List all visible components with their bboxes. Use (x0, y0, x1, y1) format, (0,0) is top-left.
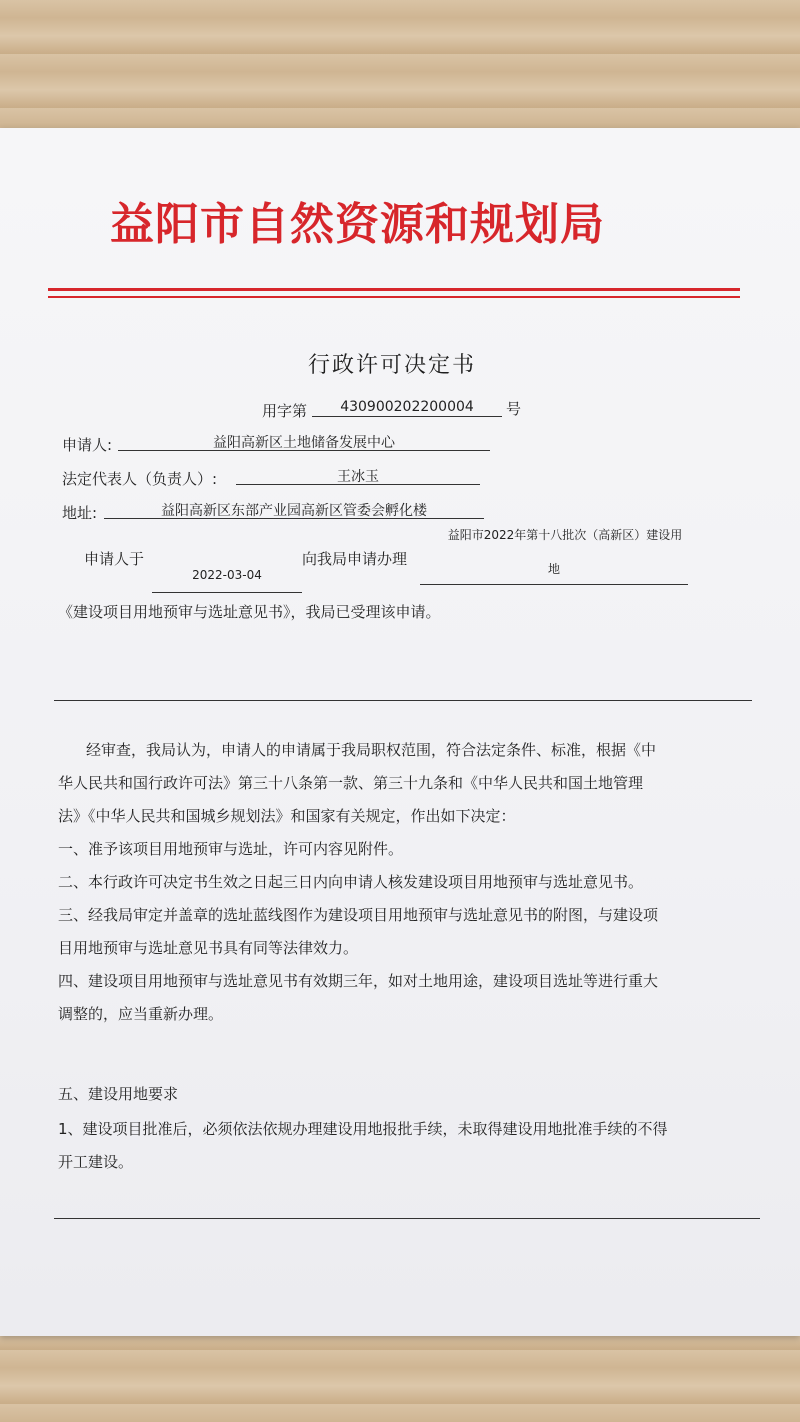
paragraph-2: 华人民共和国行政许可法》第三十八条第一款、第三十九条和《中华人民共和国土地管理 (58, 774, 644, 792)
agency-header: 益阳市自然资源和规划局 (110, 199, 605, 250)
project-name-line1: 益阳市2022年第十八批次（高新区）建设用 (447, 528, 683, 542)
number-suffix: 号 (506, 400, 522, 418)
document-number: 430900202200004 (340, 399, 474, 415)
apply-mid: 向我局申请办理 (302, 550, 408, 568)
section-five-item-1-line2: 开工建设。 (58, 1153, 134, 1171)
section-five-item-1-line1: 1、建设项目批准后，必须依法依规办理建设用地报批手续，未取得建设用地批准手续的不得 (58, 1120, 668, 1138)
divider-rule-2 (54, 1218, 760, 1219)
decision-item-4-line2: 调整的，应当重新办理。 (58, 1005, 224, 1023)
document-title: 行政许可决定书 (308, 353, 477, 378)
legal-rep-value: 王冰玉 (337, 469, 379, 485)
paragraph-3: 法》《中华人民共和国城乡规划法》和国家有关规定，作出如下决定： (58, 807, 516, 825)
applicant-label: 申请人: (62, 436, 113, 454)
document-page (0, 128, 800, 1336)
applicant-value: 益阳高新区土地储备发展中心 (213, 435, 395, 451)
project-name-line2: 地 (547, 562, 560, 576)
header-red-rule-top (48, 288, 740, 291)
decision-item-3-line2: 目用地预审与选址意见书具有同等法律效力。 (58, 939, 359, 957)
paragraph-1: 经审查，我局认为，申请人的申请属于我局职权范围，符合法定条件、标准，根据《中 (86, 741, 657, 759)
address-label: 地址: (62, 504, 98, 522)
header-red-rule-bottom (48, 296, 740, 298)
divider-rule-1 (54, 700, 752, 701)
decision-item-2: 二、本行政许可决定书生效之日起三日内向申请人核发建设项目用地预审与选址意见书。 (58, 873, 644, 891)
decision-item-1: 一、准予该项目用地预审与选址，许可内容见附件。 (58, 840, 404, 858)
apply-intro: 申请人于 (84, 550, 145, 568)
number-prefix: 用字第 (262, 402, 308, 420)
accepted-text: 《建设项目用地预审与选址意见书》，我局已受理该申请。 (58, 603, 441, 621)
legal-rep-label: 法定代表人（负责人）: (62, 470, 218, 488)
section-five-title: 五、建设用地要求 (58, 1085, 179, 1103)
apply-date: 2022-03-04 (192, 568, 262, 582)
address-value: 益阳高新区东部产业园高新区管委会孵化楼 (161, 503, 427, 519)
decision-item-4-line1: 四、建设项目用地预审与选址意见书有效期三年，如对土地用途，建设项目选址等进行重大 (58, 972, 659, 990)
decision-item-3-line1: 三、经我局审定并盖章的选址蓝线图作为建设项目用地预审与选址意见书的附图，与建设项 (58, 906, 659, 924)
